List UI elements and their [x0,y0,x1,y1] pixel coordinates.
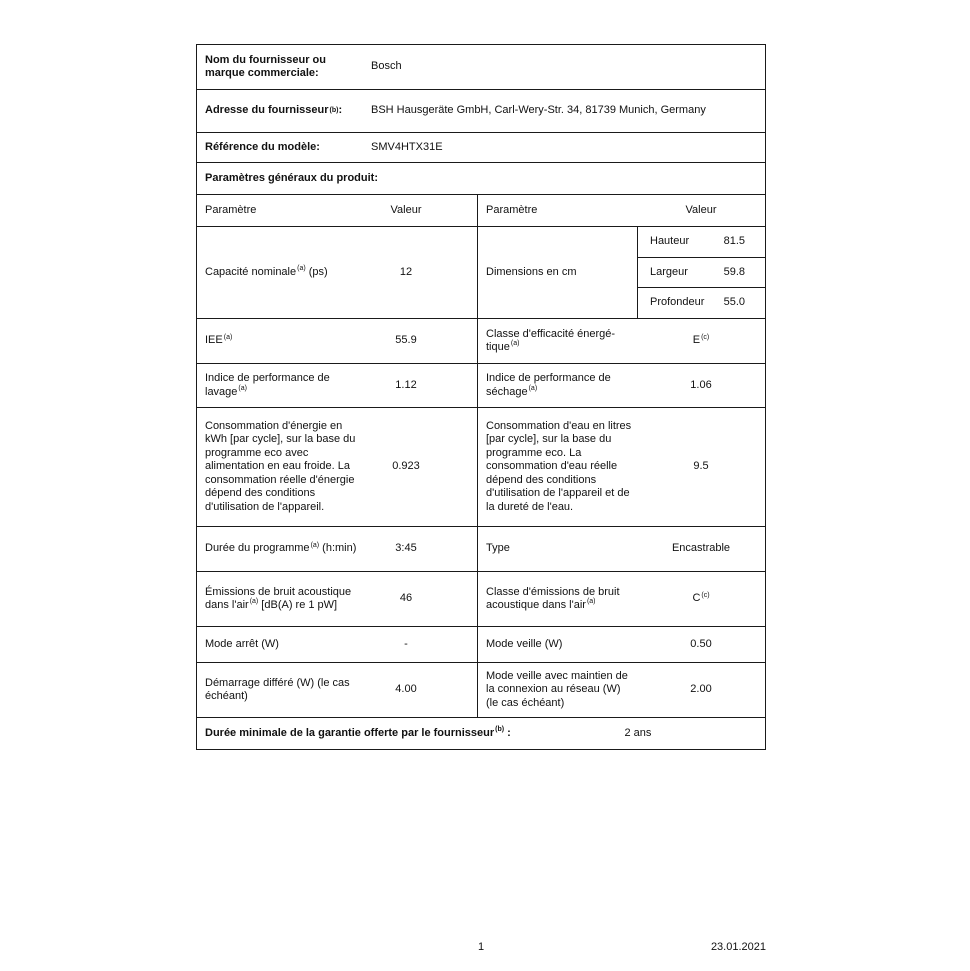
networked-standby-label: Mode veille avec maintien de la connexion au réseau (W) (le cas échéant) [486,669,628,709]
off-standby-row [197,626,765,662]
document-date: 23.01.2021 [710,941,766,953]
guarantee-value: 2 ans [624,726,652,739]
programme-duration-label: Durée du programme$^{(a)}$ (h:min) [205,541,357,555]
supplier-name-label: Nom du fournisseur ou marque commerciale: [205,53,326,79]
energy-consumption-value: 0.923 [392,460,420,473]
header-param-right: Paramètre [486,203,538,216]
dimension-height-row [638,227,765,257]
noise-row [197,571,765,626]
footnote-a: (a) [249,598,259,606]
column-header-row [197,194,765,226]
footnote-a: (a) [238,384,247,392]
programme-duration-value: 3:45 [395,542,417,555]
footnote-a: (a) [510,340,520,348]
page-number: 1 [477,941,485,953]
water-consumption-value: 9.5 [693,460,709,473]
energy-class-label: Classe d'efficacité énergétique$^{(a)}$ [486,327,616,353]
footnote-c: (c) [701,591,710,599]
delayed-start-value: 4.00 [395,683,417,696]
model-identifier-label: Référence du modèle: [205,140,320,153]
supplier-address-label: Adresse du fournisseur (b) : [205,104,343,117]
dimension-height-value: 81.5 [723,235,745,248]
supplier-name-row [197,45,765,89]
off-mode-label: Mode arrêt (W) [205,637,279,650]
footnote-a: (a) [223,333,233,341]
header-value-left: Valeur [390,203,422,216]
guarantee-label: Durée minimale de la garantie offerte par le fournisseur$^{(b)}$ : [205,726,511,739]
eei-energy-class-row [197,318,765,363]
eei-label: IEE$^{(a)}$ [205,333,233,347]
off-mode-value: - [404,637,408,650]
capacity-dimensions-row [197,226,765,318]
dimensions-label: Dimensions en cm [486,265,577,278]
footnote-b: (b) [495,726,505,734]
standby-mode-value: 0.50 [690,637,712,650]
page-footer [196,941,766,957]
supplier-address-value: BSH Hausgeräte GmbH, Carl-Wery-Str. 34, 81739 Munich, Germany [371,104,706,117]
footnote-a: (a) [528,384,538,392]
dimensions-subtable [637,227,765,318]
noise-class-label: Classe d'émissions de bruit acoustique dans l'air$^{(a)}$ [486,585,620,611]
dimension-depth-value: 55.0 [723,296,745,309]
footnote-a: (a) [310,541,320,549]
performance-index-row [197,363,765,407]
dimension-depth-label: Profondeur [650,296,705,309]
delayed-start-label: Démarrage différé (W) (le cas échéant) [205,676,350,702]
drying-index-label: Indice de performance de séchage$^{(a)}$ [486,372,611,398]
washing-index-value: 1.12 [395,378,417,391]
standby-mode-label: Mode veille (W) [486,637,563,650]
delay-network-row [197,662,765,717]
type-label: Type [486,542,510,555]
duration-type-row [197,526,765,571]
rated-capacity-value: 12 [399,265,413,278]
energy-class-value: $E^{(c)}$ [692,333,710,347]
footnote-c: (c) [701,333,710,341]
dimension-width-row [638,257,765,288]
model-identifier-value: SMV4HTX31E [371,140,443,153]
networked-standby-value: 2.00 [690,683,712,696]
noise-emissions-label: Émissions de bruit acoustique dans l'air$^{(a)}$ [dB(A) re 1 pW] [205,585,352,611]
dimension-width-value: 59.8 [723,265,745,278]
dimension-height-label: Hauteur [650,235,690,248]
supplier-name-value: Bosch [371,60,402,73]
type-value: Encastrable [671,542,731,555]
eei-value: 55.9 [395,334,417,347]
energy-consumption-label: Consommation d'énergie en kWh [par cycle], sur la base du programme eco avec alimentation en eau froide. La consommation réelle d'énergie dépend des conditions d'utilisation de l'appareil. [205,420,356,513]
dimension-width-label: Largeur [650,265,688,278]
header-value-right: Valeur [685,203,717,216]
product-information-sheet [196,44,766,750]
dimension-depth-row [638,287,765,318]
consumption-row [197,407,765,526]
drying-index-value: 1.06 [690,378,712,391]
header-param-left: Paramètre [205,203,257,216]
supplier-address-row [197,89,765,132]
noise-class-value: $C^{(c)}$ [692,591,710,605]
washing-index-label: Indice de performance de lavage$^{(a)}$ [205,372,330,398]
guarantee-row [197,717,765,749]
footnote-a: (a) [586,598,596,606]
water-consumption-label: Consommation d'eau en litres [par cycle], sur la base du programme eco. La consommation d'eau réelle dépend des conditions d'utilisation de l'appareil et de la dureté de l'eau. [486,420,632,513]
model-identifier-row [197,132,765,162]
general-parameters-section-title: Paramètres généraux du produit: [197,162,765,194]
footnote-a: (a) [297,265,306,273]
rated-capacity-label: Capacité nominale$^{(a)}$ (ps) [205,265,328,278]
noise-emissions-value: 46 [399,592,413,605]
